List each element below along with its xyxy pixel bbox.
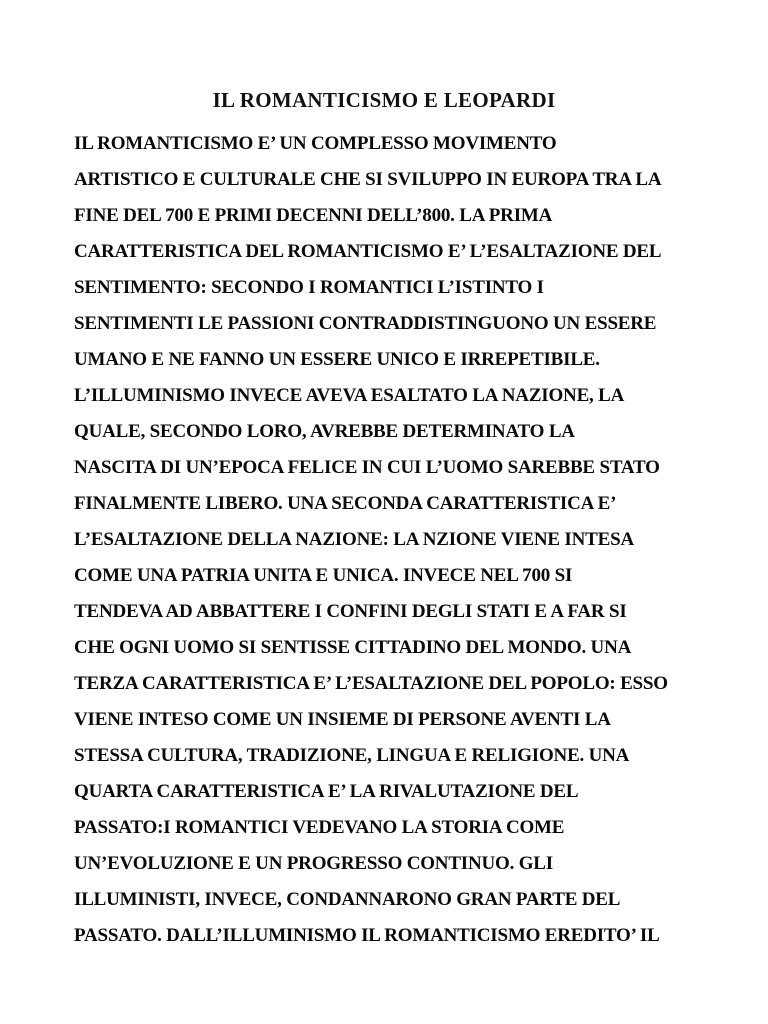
text-line: L’ESALTAZIONE DELLA NAZIONE: LA NZIONE VIENE INTESA — [74, 529, 634, 550]
text-line: QUARTA CARATTERISTICA E’ LA RIVALUTAZIONE DEL — [74, 781, 579, 802]
text-line: COME UNA PATRIA UNITA E UNICA. INVECE NEL 700 SI — [74, 565, 573, 586]
text-line: PASSATO:I ROMANTICI VEDEVANO LA STORIA COME — [74, 817, 565, 838]
text-line: CHE OGNI UOMO SI SENTISSE CITTADINO DEL MONDO. UNA — [74, 637, 632, 658]
text-line: UN’EVOLUZIONE E UN PROGRESSO CONTINUO. GLI — [74, 853, 553, 874]
text-line: ILLUMINISTI, INVECE, CONDANNARONO GRAN PARTE DEL — [74, 889, 621, 910]
text-line: UMANO E NE FANNO UN ESSERE UNICO E IRREPETIBILE. — [74, 349, 600, 370]
text-line: PASSATO. DALL’ILLUMINISMO IL ROMANTICISMO EREDITO’ IL — [74, 925, 660, 946]
text-line: FINALMENTE LIBERO. UNA SECONDA CARATTERISTICA E’ — [74, 493, 617, 514]
text-line: FINE DEL 700 E PRIMI DECENNI DELL’800. LA PRIMA — [74, 205, 553, 226]
text-line: TENDEVA AD ABBATTERE I CONFINI DEGLI STATI E A FAR SI — [74, 601, 627, 622]
text-line: L’ILLUMINISMO INVECE AVEVA ESALTATO LA NAZIONE, LA — [74, 385, 625, 406]
text-line: IL ROMANTICISMO E’ UN COMPLESSO MOVIMENTO — [74, 133, 557, 154]
text-line: QUALE, SECONDO LORO, AVREBBE DETERMINATO LA — [74, 421, 575, 442]
text-line: NASCITA DI UN’EPOCA FELICE IN CUI L’UOMO SAREBBE STATO — [74, 457, 660, 478]
text-line: ARTISTICO E CULTURALE CHE SI SVILUPPO IN EUROPA TRA LA — [74, 169, 662, 190]
text-line: STESSA CULTURA, TRADIZIONE, LINGUA E RELIGIONE. UNA — [74, 745, 630, 766]
text-line: CARATTERISTICA DEL ROMANTICISMO E’ L’ESALTAZIONE DEL — [74, 241, 662, 262]
text-line: VIENE INTESO COME UN INSIEME DI PERSONE AVENTI LA — [74, 709, 611, 730]
document-body — [74, 126, 706, 954]
text-line: SENTIMENTO: SECONDO I ROMANTICI L’ISTINTO I — [74, 277, 544, 298]
text-line: TERZA CARATTERISTICA E’ L’ESALTAZIONE DEL POPOLO: ESSO — [74, 673, 668, 694]
document-title: IL ROMANTICISMO E LEOPARDI — [212, 88, 556, 112]
text-line: SENTIMENTI LE PASSIONI CONTRADDISTINGUONO UN ESSERE — [74, 313, 657, 334]
